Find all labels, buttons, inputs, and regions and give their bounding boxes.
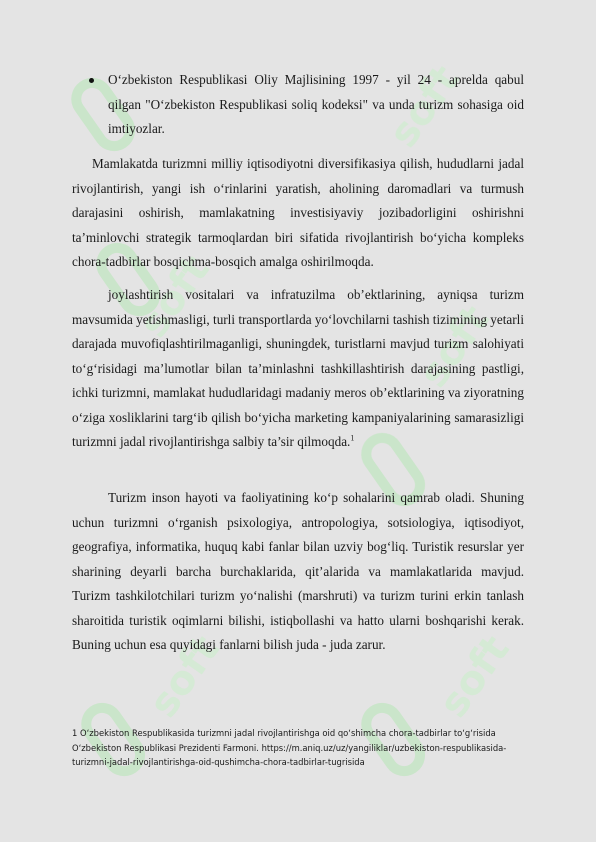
- footnote: 1 O‘zbekiston Respublikasida turizmni jadal rivojlantirishga oid qo‘shimcha chora-tadbirlar to‘g‘risida O‘zbekiston Respublikasi Prezidenti Farmoni. https://m.aniq.uz/uz/yangiliklar/uzbekiston-respublikasida-turizmni-jadal-rivojlantirishga-oid-qushimcha-chora-tadbirlar-tugrisida: [72, 728, 507, 767]
- bullet-icon: [89, 78, 94, 83]
- svg-text:soft: soft: [140, 627, 229, 726]
- paragraph-1: Mamlakatda turizmni milliy iqtisodiyotni diversifikasiya qilish, hududlarni jadal rivojlantirish, yangi ish o‘rinlarini yaratish, aholining daromadlari va turmush darajasini oshirish, mamlakatning investisiyaviy jozibadorligini oshirishni ta’minlovchi strategik tarmoqlardan biri sifatida rivojlantirish bo‘yicha kompleks chora-tadbirlar bosqichma-bosqich amalga oshirilmoqda.: [72, 156, 524, 269]
- paragraph-2: [72, 283, 524, 455]
- bullet-list-item: [72, 68, 524, 142]
- svg-text:soft: soft: [130, 247, 219, 346]
- svg-text:soft: soft: [380, 57, 469, 156]
- paragraph-3: Turizm inson hayoti va faoliyatining ko‘p sohalarini qamrab oladi. Shuning uchun turizmni o‘rganish psixologiya, antropologiya, sotsiologiya, iqtisodiyot, geografiya, informatika, huquq kabi fanlar bilan uzviy bog‘liq. Turistik resurslar yer sharining deyarli barcha burchaklarida, qit’alarida va mamlakatlarida mavjud. Turizm tashkilotchilari turizm yo‘nalishi (marshruti) va turizm turini erkin tanlash sharoitida turistik oqimlarni bilishi, istiqbollashi va hatto ularni boshqarishi kerak. Buning uchun esa quyidagi fanlarni bilish juda - juda zarur.: [72, 490, 524, 652]
- svg-text:soft: soft: [430, 627, 519, 726]
- svg-text:soft: soft: [410, 297, 499, 396]
- paragraph-2-text: joylashtirish vositalari va infratuzilma ob’ektlarining, ayniqsa turizm mavsumida yetishmasligi, turli transportlarda yo‘lovchilarni tashish tizimining yetarli darajada muvofiqlashtirilmaganligi, shuningdek, turistlarni mavjud turizm salohiyati to‘g‘risidagi ma’lumotlar bilan ta’minlashni tashkillashtirish darajasining pastligi, ichki turizmni, mamlakat hududlaridagi madaniy meros ob’ektlarining va ziyoratning o‘ziga xosliklarini targ‘ib qilish bo‘yicha marketing kampaniyalarining samarasizligi turizmni jadal rivojlantirishga salbiy ta’sir qilmoqda.: [72, 287, 524, 449]
- bullet-text: O‘zbekiston Respublikasi Oliy Majlisining 1997 - yil 24 - aprelda qabul qilgan "O‘zbekiston Respublikasi soliq kodeksi" va unda turizm sohasiga oid imtiyozlar.: [108, 72, 524, 136]
- footnote-reference[interactable]: 1: [350, 433, 355, 443]
